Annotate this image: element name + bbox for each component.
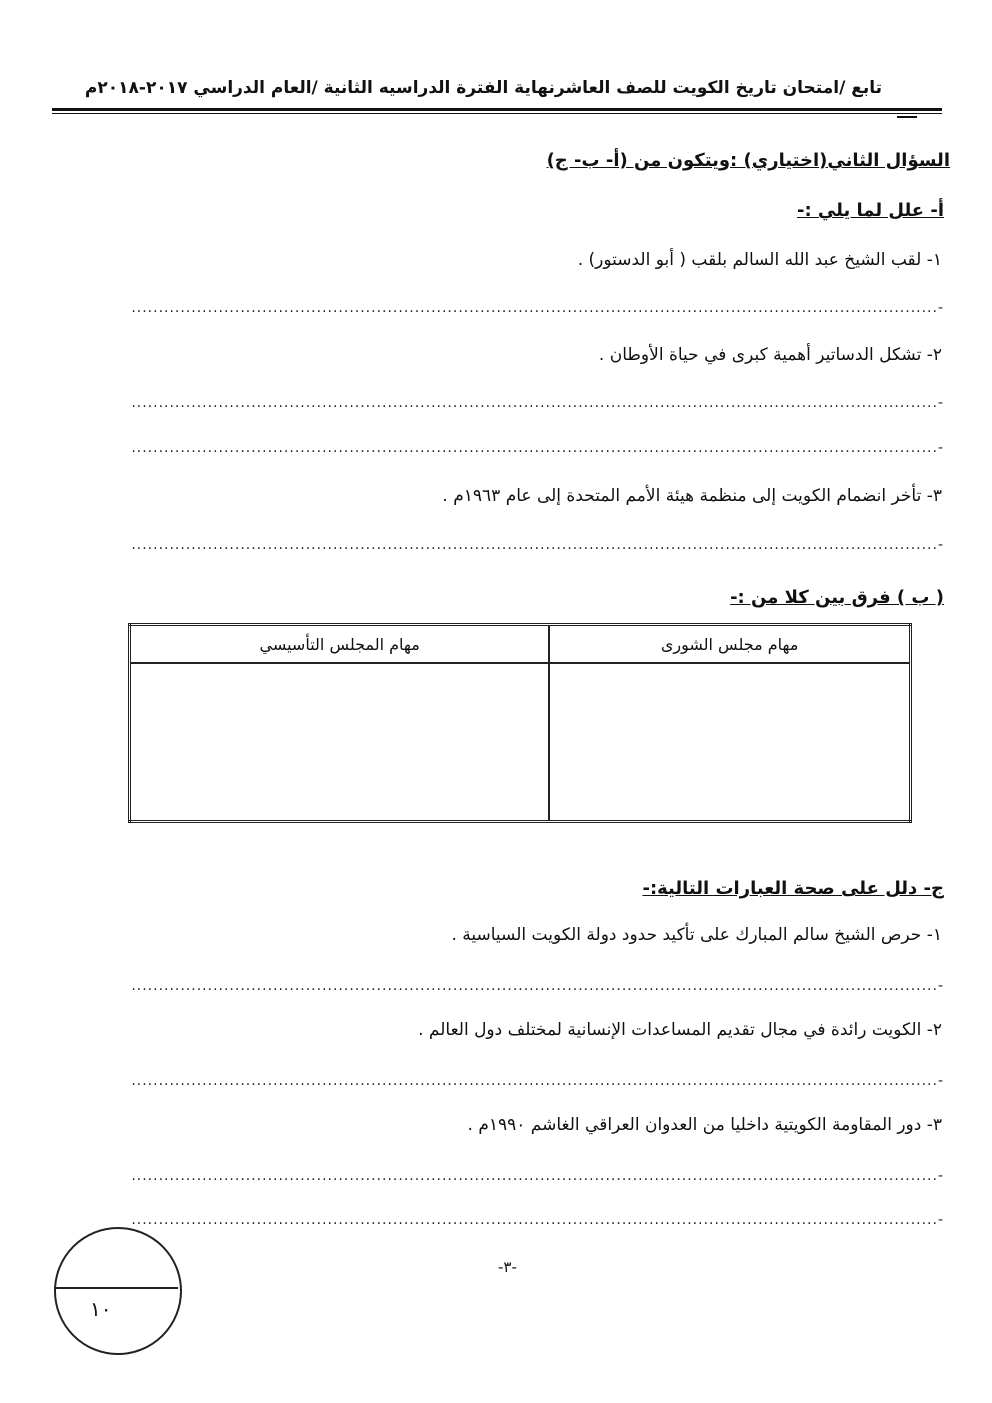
section-c-item-3: ٣- دور المقاومة الكويتية داخليا من العدوان العراقي الغاشم ١٩٩٠م .: [467, 1115, 942, 1135]
section-b-title: ( ب ) فرق بين كلا من :-: [730, 587, 944, 608]
column-header-shura: مهام مجلس الشورى: [549, 625, 910, 664]
answer-cell-constituent[interactable]: [130, 663, 550, 822]
answer-line[interactable]: -....................................................................................................................................................: [131, 978, 944, 994]
section-a-title: أ- علل لما يلي :-: [797, 200, 944, 221]
answer-cell-shura[interactable]: [549, 663, 910, 822]
answer-line[interactable]: -....................................................................................................................................................: [131, 1168, 944, 1184]
table-header-row: [130, 625, 911, 664]
section-a-item-3: ٣- تأخر انضمام الكويت إلى منظمة هيئة الأمم المتحدة إلى عام ١٩٦٣م .: [442, 486, 942, 506]
section-a-item-2: ٢- تشكل الدساتير أهمية كبرى في حياة الأوطان .: [598, 345, 942, 365]
answer-line[interactable]: -....................................................................................................................................................: [131, 440, 944, 456]
answer-line[interactable]: -....................................................................................................................................................: [131, 395, 944, 411]
page-number: -٣-: [498, 1258, 517, 1276]
score-circle: [54, 1227, 182, 1355]
score-value: ١٠: [90, 1297, 112, 1321]
header-rule: [52, 108, 942, 111]
question-title: السؤال الثاني(اختياري) :ويتكون من (أ- ب- ج): [546, 150, 950, 171]
answer-line[interactable]: -....................................................................................................................................................: [131, 300, 944, 316]
section-c-title: ج- دلل على صحة العبارات التالية:-: [642, 878, 944, 899]
header-rule-tick: [897, 116, 917, 118]
section-c-item-1: ١- حرص الشيخ سالم المبارك على تأكيد حدود دولة الكويت السياسية .: [451, 925, 942, 945]
section-c-item-2: ٢- الكويت رائدة في مجال تقديم المساعدات الإنسانية لمختلف دول العالم .: [418, 1020, 942, 1040]
table-answer-row: [130, 663, 911, 822]
answer-line[interactable]: -....................................................................................................................................................: [131, 1212, 944, 1228]
header-title: تابع /امتحان تاريخ الكويت للصف العاشرنهاية الفترة الدراسيه الثانية /العام الدراسي ٢٠١٧-٢٠١٨م: [84, 78, 882, 98]
section-a-item-1: ١- لقب الشيخ عبد الله السالم بلقب ( أبو الدستور) .: [577, 250, 942, 270]
header-rule-thin: [52, 113, 942, 114]
answer-line[interactable]: -....................................................................................................................................................: [131, 537, 944, 553]
comparison-table: [128, 623, 912, 823]
score-divider: [54, 1287, 178, 1289]
answer-line[interactable]: -....................................................................................................................................................: [131, 1073, 944, 1089]
column-header-constituent: مهام المجلس التأسيسي: [130, 625, 550, 664]
